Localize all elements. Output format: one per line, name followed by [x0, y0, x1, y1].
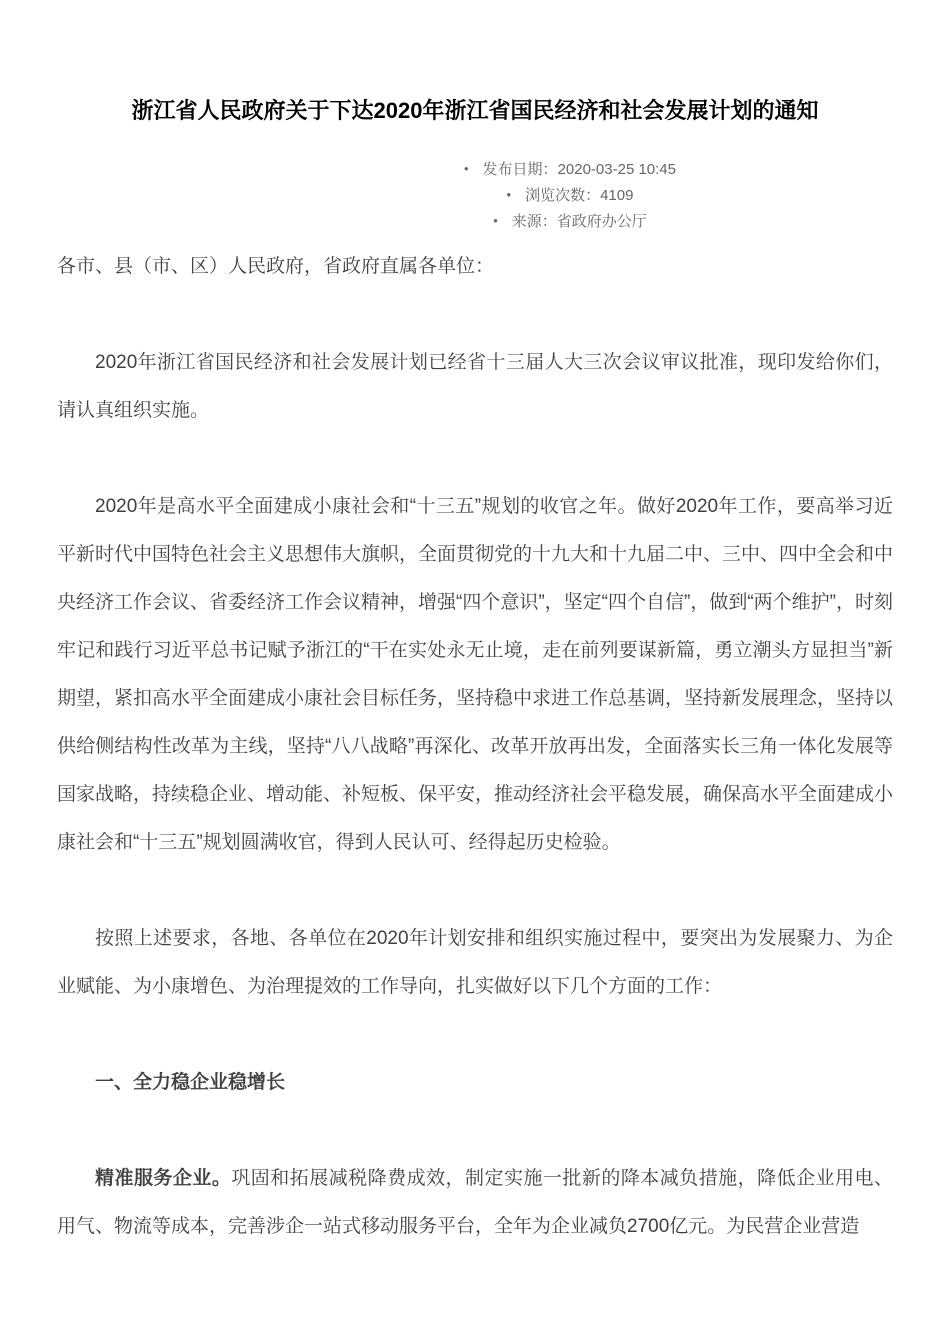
page-title: 浙江省人民政府关于下达2020年浙江省国民经济和社会发展计划的通知	[131, 98, 819, 123]
bullet-icon: •	[506, 187, 512, 202]
meta-publish-date-value: 2020-03-25 10:45	[557, 161, 676, 178]
paragraph-requirements: 按照上述要求，各地、各单位在2020年计划安排和组织实施过程中，要突出为发展聚力、为企业赋能、为小康增色、为治理提效的工作导向，扎实做好以下几个方面的工作：	[57, 928, 893, 997]
meta-list	[247, 156, 893, 234]
document-body	[57, 243, 893, 1251]
meta-view-count-value: 4109	[600, 187, 634, 204]
meta-view-count	[247, 182, 893, 208]
paragraph-serve-enterprises-lead: 精准服务企业。	[95, 1168, 232, 1189]
paragraph-serve-enterprises	[57, 1155, 893, 1251]
bullet-icon: •	[463, 161, 469, 176]
paragraph-guiding-principles: 2020年是高水平全面建成小康社会和“十三五”规划的收官之年。做好2020年工作，要高举习近平新时代中国特色社会主义思想伟大旗帜，全面贯彻党的十九大和十九届二中、三中、四中全会和中央经济工作会议、省委经济工作会议精神，增强“四个意识”，坚定“四个自信”，做到“两个维护”，时刻牢记和践行习近平总书记赋予浙江的“干在实处永无止境，走在前列要谋新篇，勇立潮头方显担当”新期望，紧扣高水平全面建成小康社会目标任务，坚持稳中求进工作总基调，坚持新发展理念，坚持以供给侧结构性改革为主线，坚持“八八战略”再深化、改革开放再出发，全面落实长三角一体化发展等国家战略，持续稳企业、增动能、补短板、保平安，推动经济社会平稳发展，确保高水平全面建成小康社会和“十三五”规划圆满收官，得到人民认可、经得起历史检验。	[57, 496, 894, 853]
salutation-line: 各市、县（市、区）人民政府，省政府直属各单位：	[57, 256, 495, 277]
meta-source-label: 来源：	[511, 213, 557, 230]
meta-source	[247, 208, 893, 234]
paragraph-approval: 2020年浙江省国民经济和社会发展计划已经省十三届人大三次会议审议批准，现印发给你们，请认真组织实施。	[57, 352, 893, 421]
meta-source-value: 省政府办公厅	[556, 213, 647, 230]
paragraph-serve-enterprises-text: 巩固和拓展减税降费成效，制定实施一批新的降本减负措施，降低企业用电、用气、物流等成本，完善涉企一站式移动服务平台，全年为企业减负2700亿元。为民营企业营造	[57, 1168, 893, 1237]
section-heading-1: 一、全力稳企业稳增长	[95, 1072, 286, 1093]
meta-publish-date	[247, 156, 893, 182]
meta-view-count-label: 浏览次数：	[525, 187, 601, 204]
bullet-icon: •	[493, 213, 498, 228]
document-content	[57, 0, 893, 1251]
meta-publish-date-label: 发布日期：	[482, 161, 558, 178]
